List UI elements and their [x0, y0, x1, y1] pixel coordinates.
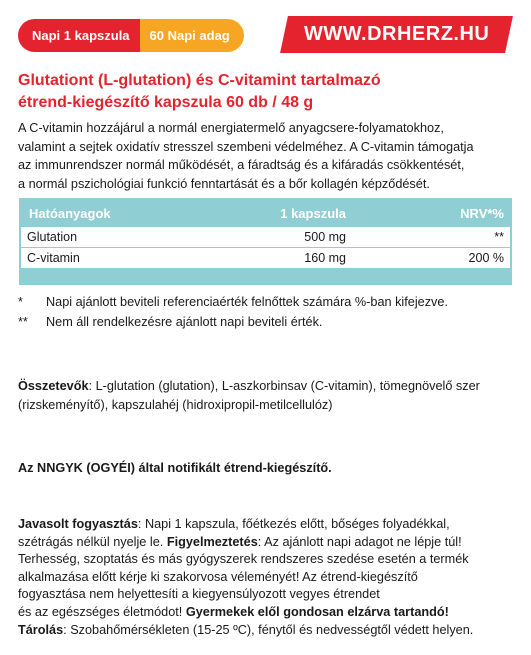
website-text: WWW.DRHERZ.HU	[303, 23, 489, 45]
usage-line	[18, 604, 523, 622]
footnotes	[18, 292, 518, 332]
usage-line: alkalmazása előtt kérje ki szakorvosa véleményét! Az étrend-kiegészítő	[18, 569, 418, 584]
ingredient-nrv: 200 %	[468, 251, 504, 265]
footnote-mark: **	[18, 315, 28, 329]
ingredient-amount: 160 mg	[304, 251, 346, 265]
child-warning: Gyermekek elől gondosan elzárva tartandó!	[185, 604, 449, 619]
intro-paragraph	[18, 119, 518, 193]
table-header	[21, 200, 510, 226]
intro-line: A C-vitamin hozzájárul a normál energiatermelő anyagcsere-folyamatokhoz,	[18, 121, 444, 135]
intro-line: az immunrendszer normál működését, a fáradtság és a kifáradás csökkentését,	[18, 158, 465, 172]
usage-text: és az egészséges életmódot!	[18, 604, 186, 619]
footnote	[18, 292, 518, 312]
usage-text: szétrágás nélkül nyelje le.	[18, 534, 167, 549]
ingredients-line: (rizskeményítő), kapszulahéj (hidroxipropil-metilcellulóz)	[18, 397, 333, 412]
ingredient-name: C-vitamin	[27, 251, 80, 265]
intro-line: a normál pszichológiai funkció fenntartását és a bőr kollagén képződését.	[18, 176, 430, 191]
usage-text: : Napi 1 kapszula, főétkezés előtt, bőséges folyadékkal,	[137, 517, 450, 531]
header-per-capsule: 1 kapszula	[280, 205, 346, 221]
footnote	[18, 312, 518, 332]
daily-capsule-label: Napi 1 kapszula	[18, 19, 140, 52]
title-line-1: Glutationt (L-glutation) és C-vitamint tartalmazó	[18, 72, 381, 89]
storage-text: : Szobahőmérsékleten (15-25 ºC), fénytől és nedvességtől védett helyen.	[63, 622, 474, 637]
header-active-ingredients: Hatóanyagok	[29, 205, 111, 221]
header-bar	[0, 0, 531, 70]
dosage-badge	[18, 19, 244, 52]
table-row	[21, 226, 510, 247]
ingredient-amount: 500 mg	[304, 230, 346, 244]
notification-statement: Az NNGYK (OGYÉI) által notifikált étrend-kiegészítő.	[18, 461, 332, 475]
ingredients-section	[18, 377, 523, 414]
ingredient-nrv: **	[494, 230, 504, 244]
daily-servings-label: 60 Napi adag	[140, 19, 244, 52]
ingredients-text: : L-glutation (glutation), L-aszkorbinsav (C-vitamin), tömegnövelő szer	[88, 379, 480, 393]
nutrition-table	[19, 198, 512, 285]
footnote-mark: *	[18, 295, 23, 309]
warning-text: : Az ajánlott napi adagot ne lépje túl!	[257, 534, 462, 549]
ingredients-line	[18, 377, 523, 396]
footnote-text: Napi ajánlott beviteli referenciaérték felnőttek számára %-ban kifejezve.	[46, 295, 448, 309]
website-link[interactable]	[280, 16, 513, 53]
warning-label: Figyelmeztetés	[166, 534, 258, 549]
product-title	[18, 70, 518, 114]
title-line-2: étrend-kiegészítő kapszula 60 db / 48 g	[18, 94, 314, 111]
ingredients-label: Összetevők	[18, 379, 89, 393]
usage-line: Terhesség, szoptatás és más gyógyszerek rendszeres szedése esetén a termék	[18, 552, 469, 567]
intro-line: valamint a sejtek oxidatív stresszel szembeni védelméhez. A C-vitamin támogatja	[18, 139, 474, 154]
usage-label: Javasolt fogyasztás	[18, 517, 138, 531]
usage-line: fogyasztása nem helyettesíti a kiegyensúlyozott vegyes étrendet	[18, 587, 380, 602]
usage-line	[18, 534, 523, 552]
storage-label: Tárolás	[18, 622, 64, 637]
usage-section	[18, 516, 523, 639]
footnote-text: Nem áll rendelkezésre ajánlott napi beviteli érték.	[46, 315, 323, 329]
header-nrv: NRV*%	[460, 205, 504, 221]
usage-line	[18, 516, 523, 534]
table-footer	[21, 268, 510, 283]
usage-line	[18, 622, 523, 640]
table-row	[21, 247, 510, 268]
ingredient-name: Glutation	[27, 230, 78, 244]
